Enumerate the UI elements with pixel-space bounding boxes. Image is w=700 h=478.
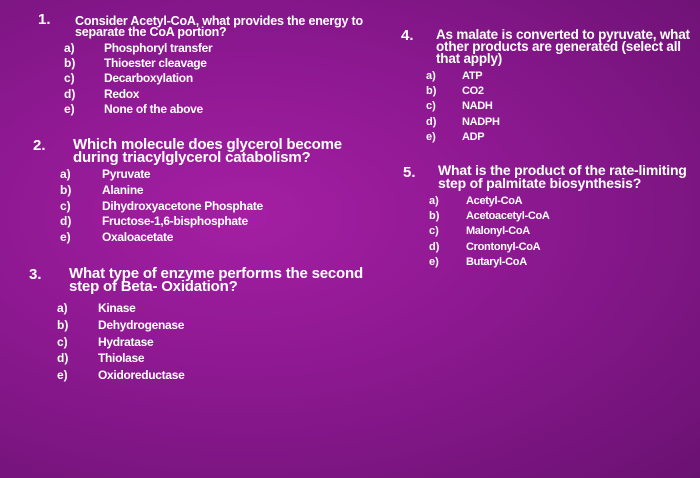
option-letter: b)	[429, 210, 440, 223]
option-letter: a)	[64, 41, 75, 55]
question-stem	[438, 164, 687, 190]
option-text: Decarboxylation	[104, 71, 193, 86]
option-text: Oxaloacetate	[102, 230, 174, 245]
option-a[interactable]	[64, 41, 212, 56]
option-letter: d)	[426, 115, 437, 128]
question-stem-line: Consider Acetyl-CoA, what provides the energy to	[75, 14, 363, 28]
option-c[interactable]	[57, 334, 185, 351]
option-text: Thiolase	[98, 351, 145, 366]
option-c[interactable]	[426, 99, 500, 114]
option-letter: e)	[426, 130, 436, 143]
option-text: Dihydroxyacetone Phosphate	[102, 198, 263, 213]
option-text: Oxidoreductase	[98, 368, 185, 383]
option-c[interactable]	[429, 224, 550, 239]
option-text: Malonyl-CoA	[466, 225, 530, 238]
option-text: Hydratase	[98, 334, 154, 349]
option-e[interactable]	[57, 367, 185, 384]
option-letter: b)	[57, 317, 69, 332]
option-letter: d)	[57, 351, 69, 366]
option-letter: e)	[57, 368, 68, 383]
question-stem-line: other products are generated (select all	[436, 39, 681, 54]
option-letter: b)	[60, 182, 72, 197]
option-letter: c)	[426, 100, 436, 113]
option-letter: a)	[60, 167, 71, 181]
option-text: ATP	[462, 70, 483, 82]
option-letter: e)	[429, 255, 439, 268]
option-letter: c)	[57, 334, 68, 349]
option-d[interactable]	[426, 115, 500, 130]
question-stem	[69, 267, 363, 293]
option-a[interactable]	[429, 194, 550, 209]
question-stem-line: What is the product of the rate-limiting	[438, 162, 687, 178]
option-letter: e)	[64, 101, 75, 116]
question-number: 3.	[29, 266, 42, 283]
option-a[interactable]	[57, 300, 185, 317]
option-b[interactable]	[429, 209, 550, 224]
option-a[interactable]	[60, 167, 263, 183]
option-text: Acetyl-CoA	[466, 195, 523, 207]
option-e[interactable]	[60, 230, 263, 246]
option-text: Thioester cleavage	[104, 56, 207, 71]
question-number: 4.	[401, 27, 414, 44]
option-text: NADPH	[462, 115, 500, 128]
option-letter: b)	[64, 56, 76, 71]
option-text: Phosphoryl transfer	[104, 41, 213, 55]
question-stem-line: that apply)	[436, 51, 503, 66]
option-text: CO2	[462, 85, 484, 98]
question-number: 2.	[33, 137, 46, 154]
option-text: None of the above	[104, 101, 203, 116]
option-letter: e)	[60, 230, 71, 245]
option-b[interactable]	[57, 317, 185, 334]
option-text: Fructose-1,6-bisphosphate	[102, 214, 248, 229]
question-number: 5.	[403, 164, 416, 181]
options-list	[60, 167, 263, 246]
option-a[interactable]	[426, 69, 500, 84]
option-b[interactable]	[426, 84, 500, 99]
option-e[interactable]	[429, 255, 550, 270]
option-d[interactable]	[57, 350, 185, 367]
question-stem-line: during triacylglycerol catabolism?	[73, 149, 311, 166]
option-b[interactable]	[60, 183, 263, 199]
option-text: Redox	[104, 86, 140, 101]
option-letter: c)	[429, 225, 439, 238]
option-text: Alanine	[102, 182, 144, 197]
question-stem	[436, 29, 690, 65]
question-stem-line: As malate is converted to pyruvate, what	[436, 27, 690, 42]
option-d[interactable]	[60, 214, 263, 230]
option-letter: b)	[426, 85, 437, 98]
option-e[interactable]	[64, 102, 212, 117]
question-stem-line: step of Beta- Oxidation?	[69, 278, 238, 295]
option-c[interactable]	[60, 199, 263, 215]
option-c[interactable]	[64, 71, 212, 86]
options-list	[57, 300, 185, 384]
question-stem	[75, 16, 363, 38]
options-list	[64, 41, 212, 117]
option-letter: c)	[64, 71, 75, 86]
options-list	[426, 69, 500, 145]
question-stem-line: What type of enzyme performs the second	[69, 265, 363, 282]
option-text: NADH	[462, 100, 493, 113]
option-letter: d)	[429, 240, 440, 253]
option-e[interactable]	[426, 130, 500, 145]
question-stem-line: Which molecule does glycerol become	[73, 136, 342, 153]
option-text: Butaryl-CoA	[466, 255, 527, 268]
option-d[interactable]	[64, 87, 212, 102]
option-text: Kinase	[98, 301, 136, 315]
option-letter: d)	[60, 214, 72, 229]
option-letter: d)	[64, 86, 76, 101]
option-text: ADP	[462, 130, 485, 143]
option-letter: a)	[426, 70, 436, 82]
question-stem-line: separate the CoA portion?	[75, 25, 227, 39]
option-d[interactable]	[429, 240, 550, 255]
option-text: Crontonyl-CoA	[466, 240, 541, 253]
option-text: Pyruvate	[102, 167, 151, 181]
option-text: Dehydrogenase	[98, 317, 185, 332]
option-text: Acetoacetyl-CoA	[466, 210, 550, 223]
option-letter: a)	[429, 195, 439, 207]
option-b[interactable]	[64, 56, 212, 71]
question-stem	[73, 138, 342, 164]
question-stem-line: step of palmitate biosynthesis?	[438, 175, 642, 191]
option-letter: c)	[60, 198, 71, 213]
question-number: 1.	[38, 11, 51, 28]
options-list	[429, 194, 550, 270]
option-letter: a)	[57, 301, 68, 315]
